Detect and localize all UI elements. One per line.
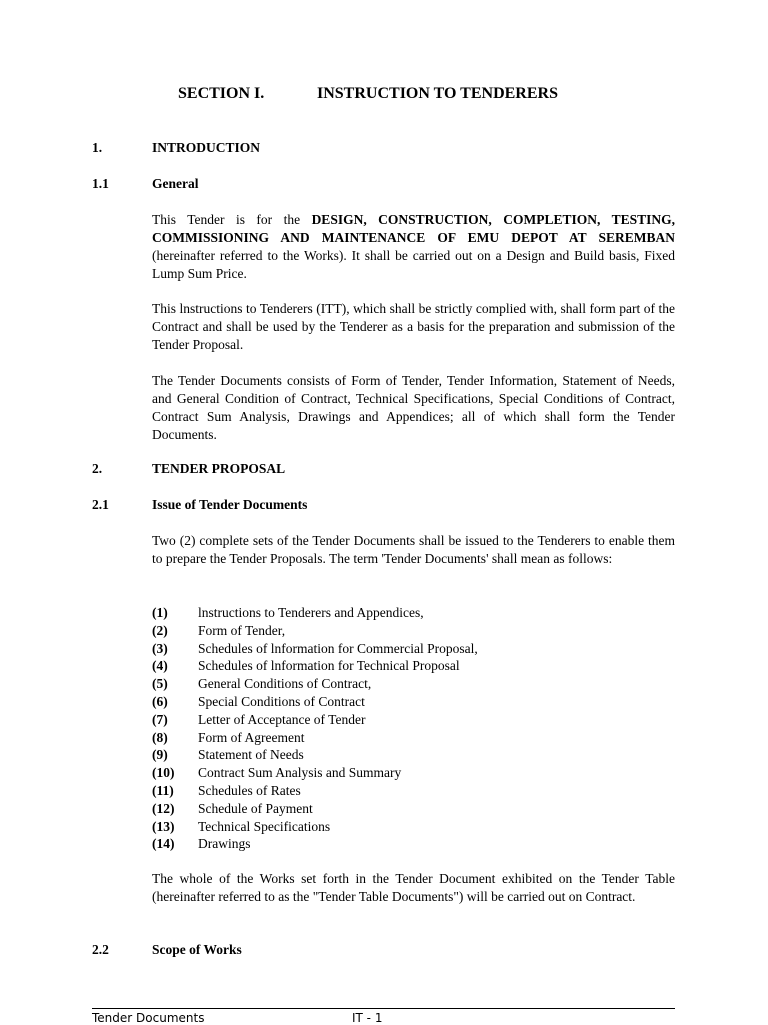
list-item-number: (4) [152,658,168,674]
list-item-number: (10) [152,765,175,781]
list-item [152,800,675,818]
heading-number: 2. [92,461,103,476]
list-item-text: Statement of Needs [198,747,304,763]
paragraph-text: (hereinafter referred to the Works). It shall be carried out on a Design and Build basis, Fixed Lump Sum Price. [152,248,675,281]
list-item [152,782,675,800]
paragraph-tender-scope [152,211,675,283]
list-item [152,622,675,640]
list-item-text: Schedules of lnformation for Commercial Proposal, [198,640,478,656]
list-item-text: Letter of Acceptance of Tender [198,711,366,727]
list-item [152,604,675,622]
footer-page-number: IT - 1 [352,1011,383,1025]
heading-number: 2.1 [92,497,109,512]
list-item [152,746,675,764]
section-title: INSTRUCTION TO TENDERERS [317,85,558,102]
list-item-number: (13) [152,818,175,834]
list-item-text: Drawings [198,836,251,852]
list-item-text: Form of Tender, [198,622,286,638]
list-item-number: (6) [152,693,168,709]
list-item [152,729,675,747]
paragraph-works-on-contract: The whole of the Works set forth in the Tender Document exhibited on the Tender Table (hereinafter referred to as the "Tender Table Documents") will be carried out on Contract. [152,871,675,904]
list-item-text: Schedule of Payment [198,800,313,816]
paragraph-text: This Tender is for the [152,212,312,227]
list-item-number: (12) [152,800,175,816]
list-item-text: Technical Specifications [198,818,331,834]
heading-text: INTRODUCTION [152,140,261,155]
section-label: SECTION I. [178,85,265,102]
list-item [152,657,675,675]
heading-number: 1.1 [92,176,109,191]
list-item-text: General Conditions of Contract, [198,676,372,692]
list-item-number: (8) [152,729,168,745]
list-item-text: Contract Sum Analysis and Summary [198,765,402,781]
heading-number: 2.2 [92,942,109,957]
heading-number: 1. [92,140,103,155]
heading-text: TENDER PROPOSAL [152,461,286,476]
list-item-number: (14) [152,836,175,852]
list-item [152,640,675,658]
heading-text: Scope of Works [152,942,242,957]
list-item-number: (1) [152,605,168,620]
list-item-number: (9) [152,747,168,763]
list-item [152,693,675,711]
list-item-text: lnstructions to Tenderers and Appendices, [198,605,424,620]
list-item-number: (11) [152,782,174,798]
documents-list [152,604,675,853]
heading-text: Issue of Tender Documents [152,497,308,512]
paragraph-issue: Two (2) complete sets of the Tender Documents shall be issued to the Tenderers to enable them to prepare the Tender Proposals. The term 'Tender Documents' shall mean as follows: [152,533,675,566]
list-item [152,675,675,693]
list-item-text: Schedules of Rates [198,782,301,798]
paragraph-itt: This lnstructions to Tenderers (ITT), which shall be strictly complied with, shall form part of the Contract and shall be used by the Tenderer as a basis for the preparation and submission of the Tender Proposal. [152,301,675,352]
list-item-text: Schedules of lnformation for Technical Proposal [198,658,460,674]
list-item-number: (3) [152,640,168,656]
footer-divider [92,1008,675,1009]
list-item-text: Form of Agreement [198,729,305,745]
list-item [152,764,675,782]
list-item [152,818,675,836]
paragraph-bold-text: DESIGN, CONSTRUCTION, COMPLETION, TESTING, COMMISSIONING AND MAINTENANCE OF EMU DEPOT AT SEREMBAN [152,212,675,245]
list-item [152,835,675,853]
list-item-text: Special Conditions of Contract [198,693,365,709]
list-item-number: (7) [152,711,168,727]
list-item-number: (5) [152,676,168,692]
heading-text: General [152,176,199,191]
paragraph-tender-documents: The Tender Documents consists of Form of Tender, Tender Information, Statement of Needs, and General Condition of Contract, Technical Specifications, Special Conditions of Contract, Contract Sum Analysis, Drawings and Appendices; all of which shall form the Tender Documents. [152,373,675,442]
list-item-number: (2) [152,622,168,638]
list-item [152,711,675,729]
footer-left: Tender Documents [92,1011,205,1025]
